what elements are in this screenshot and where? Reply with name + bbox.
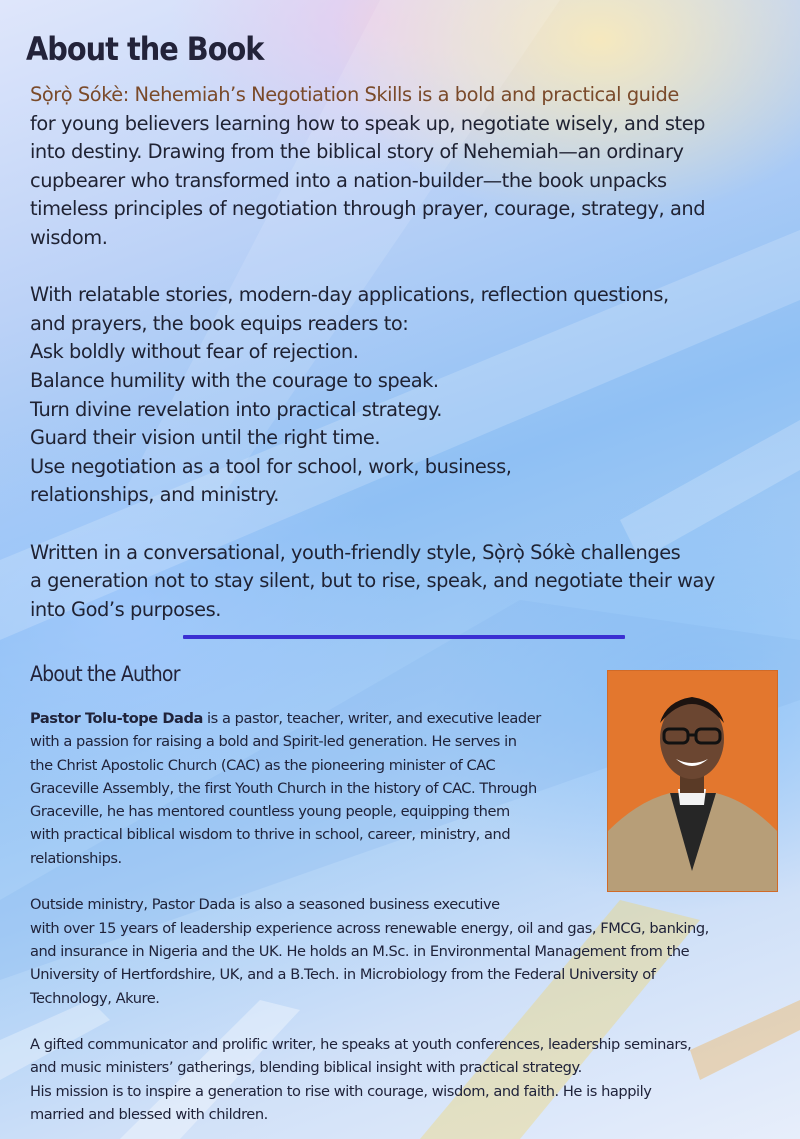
author-bio-line: with practical biblical wisdom to thrive in school, career, ministry, and: [30, 826, 511, 844]
author-bio-first-line: [30, 707, 600, 730]
author-heading: About the Author: [30, 662, 180, 686]
book-feature-item: Turn divine revelation into practical strategy.: [30, 397, 443, 421]
author-mission-line: A gifted communicator and prolific writer, he speaks at youth conferences, leadership seminars,: [30, 1036, 692, 1054]
book-features-lead: With relatable stories, modern-day applications, reflection questions,: [30, 283, 669, 307]
book-intro-title: Sọ̀rọ̀ Sókè: Nehemiah’s Negotiation Skills is a bold and practical guide: [30, 83, 679, 106]
book-feature-item: Guard their vision until the right time.: [30, 426, 381, 450]
author-bio-line: with a passion for raising a bold and Spirit-led generation. He serves in: [30, 733, 517, 751]
section-divider: [183, 635, 625, 639]
author-bio-line: relationships.: [30, 849, 122, 867]
author-bio-line: Graceville, he has mentored countless young people, equipping them: [30, 803, 510, 821]
book-intro-line: into destiny. Drawing from the biblical story of Nehemiah—an ordinary: [30, 140, 684, 164]
book-features-lead: and prayers, the book equips readers to:: [30, 311, 409, 335]
book-intro-line: cupbearer who transformed into a nation-builder—the book unpacks: [30, 168, 667, 192]
author-description: [30, 707, 790, 1126]
book-feature-item: Balance humility with the courage to speak.: [30, 368, 439, 392]
book-closing-line: into God’s purposes.: [30, 597, 221, 621]
author-career-line: Technology, Akure.: [30, 989, 160, 1007]
author-career-line: University of Hertfordshire, UK, and a B.Tech. in Microbiology from the Federal University of: [30, 966, 656, 984]
book-feature-item: relationships, and ministry.: [30, 483, 279, 507]
author-mission-line: married and blessed with children.: [30, 1106, 268, 1124]
book-heading: About the Book: [26, 30, 264, 68]
author-career-line: Outside ministry, Pastor Dada is also a seasoned business executive: [30, 896, 500, 914]
book-intro-line: timeless principles of negotiation through prayer, courage, strategy, and: [30, 197, 706, 221]
book-closing-line: Written in a conversational, youth-friendly style, Sọ̀rọ̀ Sókè challenges: [30, 540, 681, 564]
author-name: Pastor Tolu-tope Dada: [30, 710, 203, 727]
author-mission-line: and music ministers’ gatherings, blending biblical insight with practical strategy.: [30, 1059, 582, 1077]
book-description: [30, 81, 792, 624]
author-bio-rest: is a pastor, teacher, writer, and executive leader: [202, 710, 541, 727]
book-intro-line: for young believers learning how to speak up, negotiate wisely, and step: [30, 111, 706, 135]
book-feature-item: Use negotiation as a tool for school, work, business,: [30, 454, 512, 478]
author-mission-line: His mission is to inspire a generation to rise with courage, wisdom, and faith. He is happily: [30, 1082, 652, 1100]
author-bio-line: the Christ Apostolic Church (CAC) as the pioneering minister of CAC: [30, 756, 496, 774]
author-bio-line: Graceville Assembly, the first Youth Church in the history of CAC. Through: [30, 779, 537, 797]
book-feature-item: Ask boldly without fear of rejection.: [30, 340, 359, 364]
author-career-line: with over 15 years of leadership experience across renewable energy, oil and gas, FMCG, banking,: [30, 919, 709, 937]
book-intro-line: wisdom.: [30, 225, 108, 249]
book-closing-line: a generation not to stay silent, but to rise, speak, and negotiate their way: [30, 569, 715, 593]
author-career-line: and insurance in Nigeria and the UK. He holds an M.Sc. in Environmental Management from the: [30, 942, 690, 960]
